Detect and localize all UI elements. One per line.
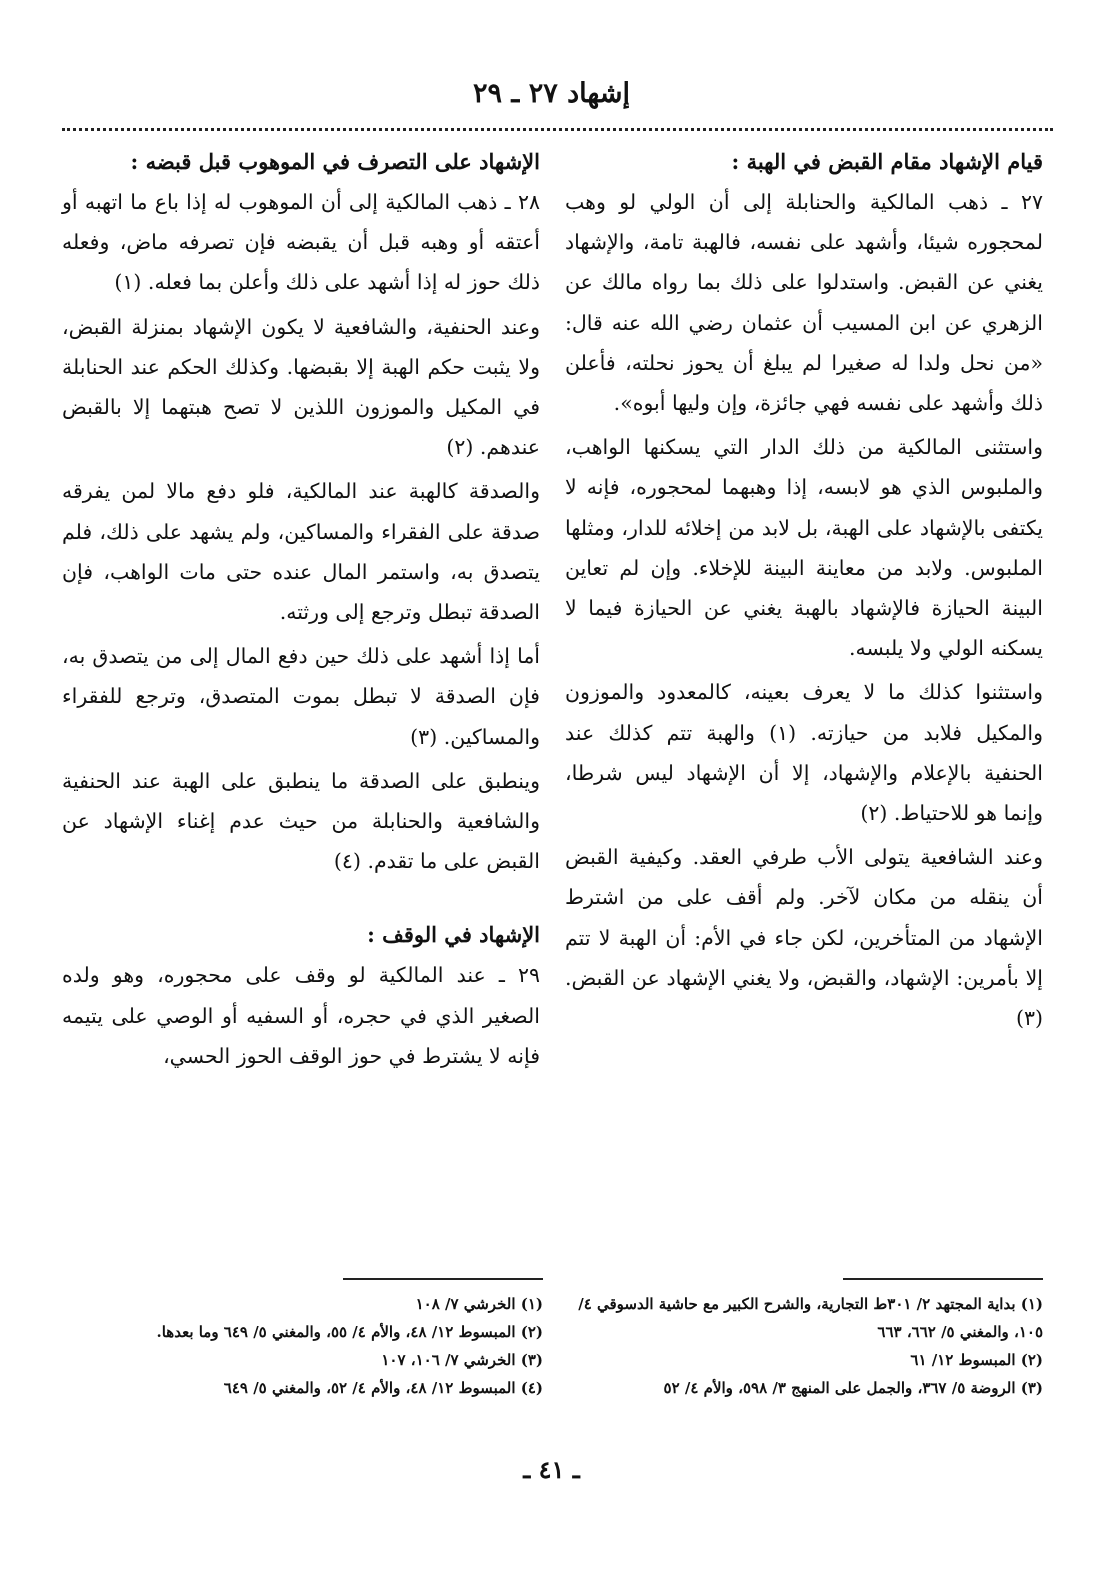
section-heading: الإشهاد في الوقف : bbox=[367, 922, 540, 948]
footnote: (١) بداية المجتهد ٢/ ٣٠١ط التجارية، والشرح الكبير مع حاشية الدسوقي ٤/ ١٠٥، والمغني ٥/ ٦٦٢، ٦٦٣ bbox=[578, 1295, 1043, 1341]
footnotes-left bbox=[63, 1290, 543, 1402]
footnote: (٤) المبسوط ١٢/ ٤٨، والأم ٤/ ٥٢، والمغني ٥/ ٦٤٩ bbox=[223, 1379, 543, 1397]
paragraph: والصدقة كالهبة عند المالكية، فلو دفع مالا لمن يفرقه صدقة على الفقراء والمساكين، ولم يشهد على ذلك، فلم يتصدق به، واستمر المال عنده حتى مات الواهب، فإن الصدقة تبطل وترجع إلى ورثته. bbox=[62, 479, 540, 625]
footnote: (٣) الروضة ٥/ ٣٦٧، والجمل على المنهج ٣/ ٥٩٨، والأم ٤/ ٥٢ bbox=[663, 1379, 1043, 1397]
paragraph: واستثنى المالكية من ذلك الدار التي يسكنها الواهب، والملبوس الذي هو لابسه، إذا وهبهما لمحجوره، فإنه لا يكتفى بالإشهاد على الهبة، بل لابد من إخلائه للدار، ومثلها الملبوس. ولابد من معاينة البينة للإخلاء. وإن لم تعاين البينة الحيازة فالإشهاد بالهبة يغني عن الحيازة فيما لا يسكنه الولي ولا يلبسه. bbox=[565, 435, 1043, 661]
footnote: (٢) المبسوط ١٢/ ٤٨، والأم ٤/ ٥٥، والمغني ٥/ ٦٤٩ وما بعدها. bbox=[156, 1323, 543, 1341]
footnote: (١) الخرشي ٧/ ١٠٨ bbox=[415, 1295, 543, 1313]
header-divider bbox=[62, 128, 1053, 131]
paragraph: ٢٧ ـ ذهب المالكية والحنابلة إلى أن الولي لو وهب لمحجوره شيئا، وأشهد على نفسه، فالهبة تامة، والإشهاد يغني عن القبض. واستدلوا على ذلك بما رواه مالك عن الزهري عن ابن المسيب أن عثمان رضي الله عنه قال: «من نحل ولدا له صغيرا لم يبلغ أن يحوز نحلته، فأعلن ذلك وأشهد على نفسه فهي جائزة، وإن وليها أبوه». bbox=[565, 190, 1043, 416]
paragraph: ٢٩ ـ عند المالكية لو وقف على محجوره، وهو ولده الصغير الذي في حجره، أو السفيه أو الوصي على يتيمه فإنه لا يشترط في حوز الوقف الحوز الحسي، bbox=[62, 963, 540, 1068]
section-heading: قيام الإشهاد مقام القبض في الهبة : bbox=[731, 149, 1043, 174]
section-spacer bbox=[62, 885, 540, 915]
footnotes-right bbox=[573, 1290, 1043, 1402]
footnote: (٢) المبسوط ١٢/ ٦١ bbox=[910, 1351, 1043, 1369]
section-heading: الإشهاد على التصرف في الموهوب قبل قبضه : bbox=[130, 149, 540, 174]
left-column bbox=[62, 142, 540, 1080]
page-number: ـ ٤١ ـ bbox=[523, 1455, 580, 1484]
running-header: إشهاد ٢٧ ـ ٢٩ bbox=[473, 78, 630, 109]
paragraph: أما إذا أشهد على ذلك حين دفع المال إلى من يتصدق به، فإن الصدقة لا تبطل بموت المتصدق، وترجع للفقراء والمساكين. (٣) bbox=[62, 644, 540, 749]
paragraph: وعند الشافعية يتولى الأب طرفي العقد. وكيفية القبض أن ينقله من مكان لآخر. ولم أقف على من اشترط الإشهاد من المتأخرين، لكن جاء في الأم: أن الهبة لا تتم إلا بأمرين: الإشهاد، والقبض، ولا يغني الإشهاد عن القبض. (٣) bbox=[565, 845, 1043, 1031]
footnote-divider bbox=[843, 1278, 1043, 1280]
paragraph: واستثنوا كذلك ما لا يعرف بعينه، كالمعدود والموزون والمكيل فلابد من حيازته. (١) والهبة تتم كذلك عند الحنفية بالإعلام والإشهاد، إلا أن الإشهاد ليس شرطا، وإنما هو للاحتياط. (٢) bbox=[565, 680, 1043, 826]
right-column bbox=[565, 142, 1043, 1042]
footnote-divider bbox=[343, 1278, 543, 1280]
paragraph: ٢٨ ـ ذهب المالكية إلى أن الموهوب له إذا باع ما اتهبه أو أعتقه أو وهبه قبل أن يقبضه فإن تصرفه ماض، وفعله ذلك حوز له إذا أشهد على ذلك وأعلن بما فعله. (١) bbox=[62, 190, 540, 295]
footnote: (٣) الخرشي ٧/ ١٠٦، ١٠٧ bbox=[381, 1351, 543, 1369]
paragraph: وعند الحنفية، والشافعية لا يكون الإشهاد بمنزلة القبض، ولا يثبت حكم الهبة إلا بقبضها. وكذلك الحكم عند الحنابلة في المكيل والموزون اللذين لا تصح هبتهما إلا بالقبض عندهم. (٢) bbox=[62, 314, 540, 460]
paragraph: وينطبق على الصدقة ما ينطبق على الهبة عند الحنفية والشافعية والحنابلة من حيث عدم إغناء الإشهاد عن القبض على ما تقدم. (٤) bbox=[62, 768, 540, 874]
